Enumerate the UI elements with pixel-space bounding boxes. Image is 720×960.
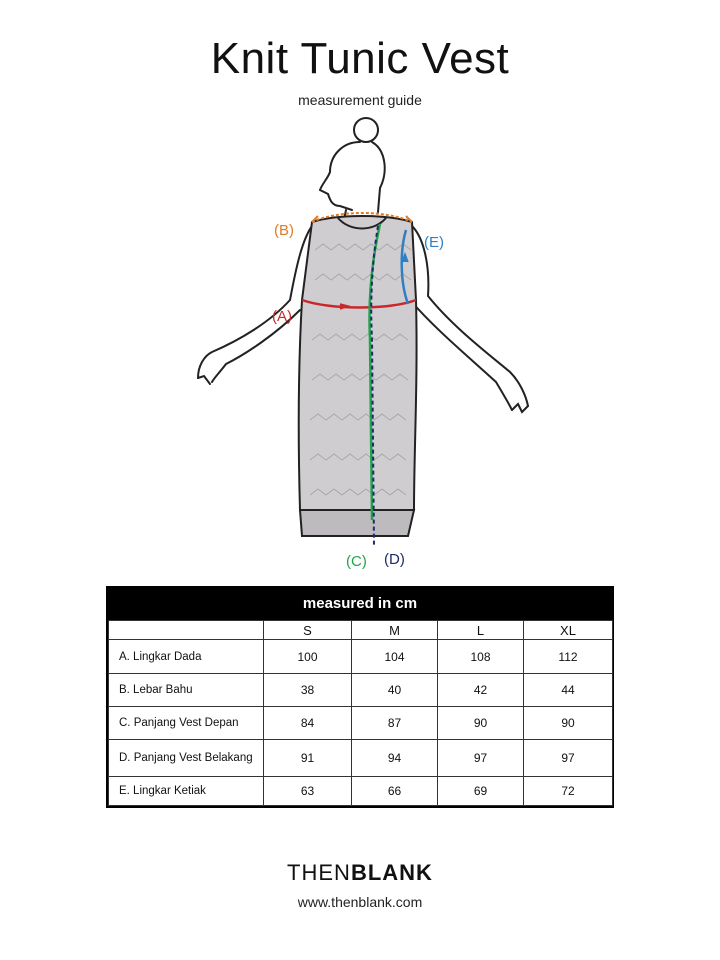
cell-value: 97 [524,740,613,777]
cell-value: 90 [524,707,613,740]
size-header-empty [109,621,264,640]
brand-bold: BLANK [350,860,433,885]
cell-value: 100 [264,640,352,674]
table-row [109,640,613,674]
table-row [109,777,613,806]
row-label: C. Panjang Vest Depan [109,707,264,740]
cell-value: 108 [438,640,524,674]
size-header-row [109,621,613,640]
cell-value: 97 [438,740,524,777]
size-header-xl: XL [524,621,613,640]
table-row [109,740,613,777]
tunic-vest-illustration [0,110,720,580]
size-chart-header: measured in cm [108,588,612,620]
cell-value: 94 [352,740,438,777]
cell-value: 44 [524,674,613,707]
label-d-back-length: (D) [384,551,405,568]
size-header-m: M [352,621,438,640]
cell-value: 104 [352,640,438,674]
cell-value: 112 [524,640,613,674]
label-e-armhole: (E) [424,234,444,251]
label-c-front-length: (C) [346,553,367,570]
cell-value: 91 [264,740,352,777]
size-chart [106,586,614,808]
size-header-s: S [264,621,352,640]
size-header-l: L [438,621,524,640]
cell-value: 42 [438,674,524,707]
cell-value: 84 [264,707,352,740]
cell-value: 87 [352,707,438,740]
cell-value: 66 [352,777,438,806]
row-label: D. Panjang Vest Belakang [109,740,264,777]
size-chart-table [108,620,613,806]
table-row [109,674,613,707]
label-b-shoulder: (B) [274,222,294,239]
website-link[interactable]: www.thenblank.com [297,894,423,910]
row-label: B. Lebar Bahu [109,674,264,707]
page-subtitle: measurement guide [298,92,422,108]
cell-value: 63 [264,777,352,806]
label-a-chest: (A) [272,308,292,325]
cell-value: 40 [352,674,438,707]
brand-light: THEN [287,860,351,885]
table-row [109,707,613,740]
cell-value: 72 [524,777,613,806]
brand-logo [0,860,720,886]
page-title: Knit Tunic Vest [210,34,510,83]
row-label: A. Lingkar Dada [109,640,264,674]
row-label: E. Lingkar Ketiak [109,777,264,806]
cell-value: 69 [438,777,524,806]
cell-value: 38 [264,674,352,707]
cell-value: 90 [438,707,524,740]
